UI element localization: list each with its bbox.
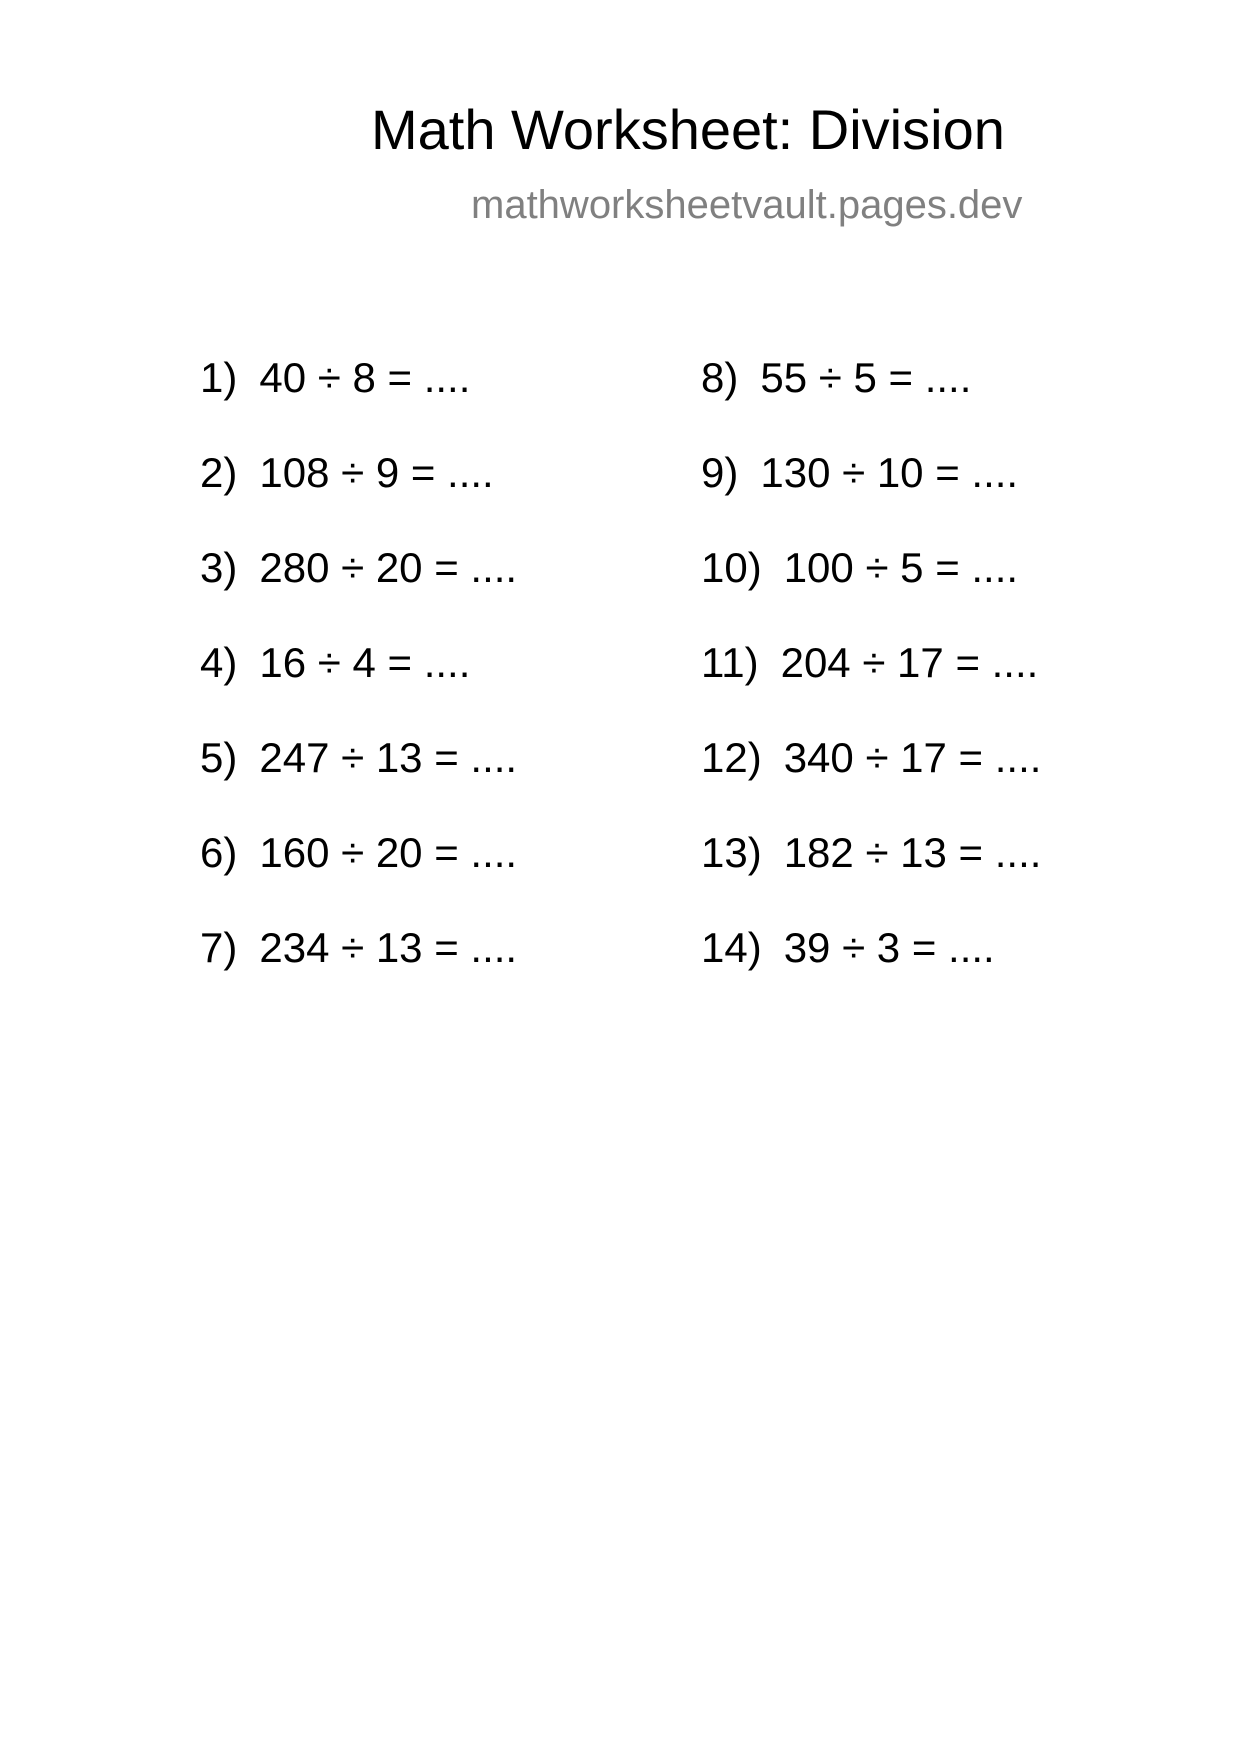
problem-expression: 234 ÷ 13 = ....: [259, 924, 518, 971]
problem-number: 8): [701, 354, 739, 401]
problem-number: 12): [701, 734, 762, 781]
problem-item: [701, 732, 1041, 827]
problem-item: [200, 922, 517, 1017]
problem-number: 9): [701, 449, 739, 496]
problem-item: [701, 637, 1041, 732]
problem-item: [701, 542, 1041, 637]
problem-number: 13): [701, 829, 762, 876]
problem-item: [200, 352, 517, 447]
problem-item: [200, 732, 517, 827]
problem-number: 4): [200, 639, 238, 686]
problem-item: [701, 827, 1041, 922]
problem-expression: 247 ÷ 13 = ....: [259, 734, 518, 781]
problem-number: 3): [200, 544, 238, 591]
problem-expression: 130 ÷ 10 = ....: [760, 449, 1019, 496]
problem-column-left: [200, 352, 517, 1017]
problem-expression: 40 ÷ 8 = ....: [259, 354, 471, 401]
problem-expression: 16 ÷ 4 = ....: [259, 639, 471, 686]
problem-number: 6): [200, 829, 238, 876]
page-subtitle: mathworksheetvault.pages.dev: [471, 183, 1023, 227]
problem-number: 10): [701, 544, 762, 591]
problem-item: [200, 827, 517, 922]
problem-item: [701, 447, 1041, 542]
problem-expression: 39 ÷ 3 = ....: [783, 924, 995, 971]
problem-item: [200, 637, 517, 732]
problem-expression: 55 ÷ 5 = ....: [760, 354, 972, 401]
problem-expression: 204 ÷ 17 = ....: [780, 639, 1039, 686]
problem-number: 7): [200, 924, 238, 971]
problem-expression: 340 ÷ 17 = ....: [783, 734, 1042, 781]
problem-number: 14): [701, 924, 762, 971]
problem-column-right: [701, 352, 1041, 1017]
problem-item: [200, 542, 517, 637]
problem-item: [701, 922, 1041, 1017]
problem-expression: 182 ÷ 13 = ....: [783, 829, 1042, 876]
problem-expression: 280 ÷ 20 = ....: [259, 544, 518, 591]
problem-expression: 100 ÷ 5 = ....: [783, 544, 1019, 591]
problem-number: 2): [200, 449, 238, 496]
problem-item: [701, 352, 1041, 447]
problem-number: 5): [200, 734, 238, 781]
problem-expression: 160 ÷ 20 = ....: [259, 829, 518, 876]
problem-number: 11): [701, 639, 759, 686]
problem-number: 1): [200, 354, 238, 401]
problem-expression: 108 ÷ 9 = ....: [259, 449, 494, 496]
page-title: Math Worksheet: Division: [371, 98, 1005, 161]
problem-item: [200, 447, 517, 542]
